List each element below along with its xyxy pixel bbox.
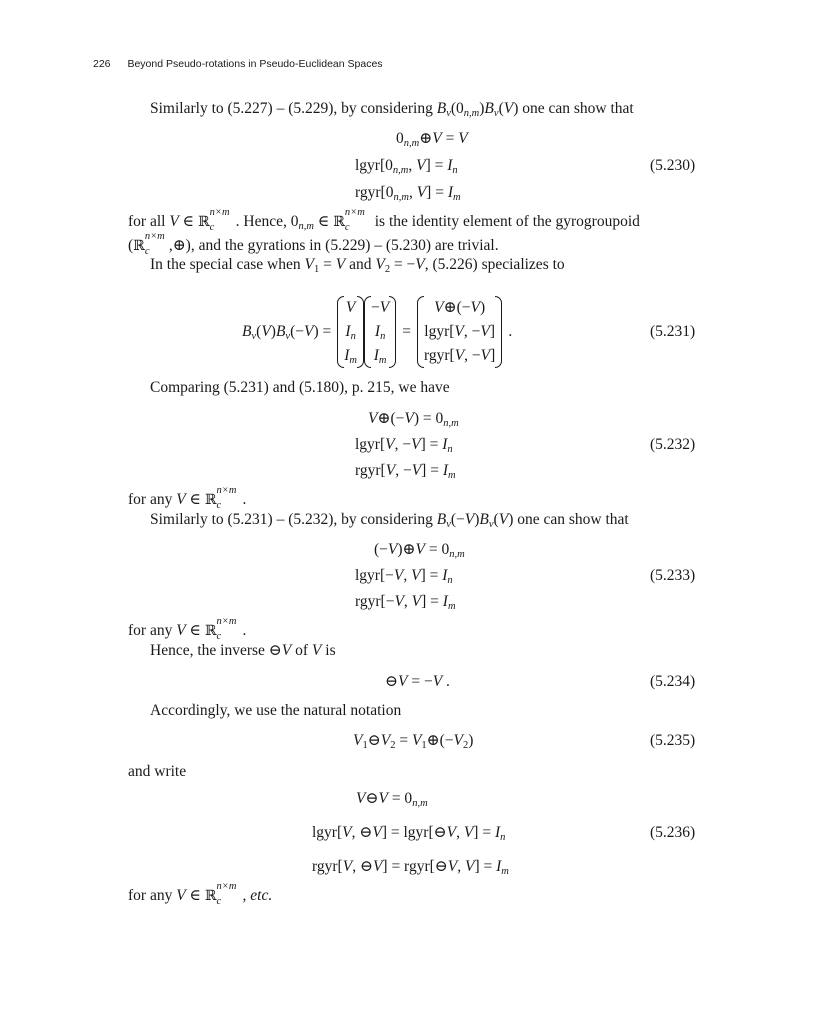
equation-line: lgyr[V, ⊖V] = lgyr[⊖V, $V] = I_n$ [312,824,506,843]
equation-line: (−V)⊕V = $0_{n,m}$ [374,541,465,560]
paragraph: for all V ∈ ℝ n×m c . Hence, $0_{n,m}$ ∈ ℝ n×m c is the identity element of the gyrogroupoid [128,207,640,233]
paragraph: Hence, the inverse ⊖V of V is [150,642,336,659]
equation-line: V⊕(−V) = $0_{n,m}$ [368,410,459,429]
equation-line: rgyr[−V, $V] = I_m$ [355,593,456,612]
equation-number: (5.231) [650,323,696,340]
equation-line: V⊖V = $0_{n,m}$ [356,790,428,809]
equation-line: lgyr[−V, $V] = I_n$ [355,567,453,586]
paragraph: Accordingly, we use the natural notation [150,702,402,719]
page-number: 226 [93,58,111,70]
matrix-column: −V $I_n$ $I_m$ [364,296,396,368]
equation-line: rgyr[V, $-V] = I_m$ [355,462,456,481]
equation-line: $V_1⊖V_2$ = $V_1\oplus(-V_2)$ [353,732,474,751]
paragraph: for any V ∈ ℝ n×m c . [128,485,247,511]
running-title: Beyond Pseudo-rotations in Pseudo-Euclidean Spaces [127,58,383,70]
paragraph: In the special case when $V_1 = V$ and $V_2 = -V$, (5.226) specializes to [150,256,565,275]
equation-line: $lgyr[0_{n,m}$, $V] = I_n$ [355,157,458,176]
paragraph: and write [128,763,187,780]
equation-number: (5.234) [650,673,696,690]
equation-number: (5.230) [650,157,696,174]
equation-number: (5.233) [650,567,696,584]
paragraph: Comparing (5.231) and (5.180), p. 215, we have [150,379,450,396]
paragraph-intro: Similarly to (5.227) – (5.229), by considering $B_v(0_{n,m})B_v(V)$ one can show that [150,100,634,119]
paragraph: Similarly to (5.231) – (5.232), by considering $B_v(-V)B_v(V)$ one can show that [150,511,629,530]
equation-number: (5.232) [650,436,696,453]
equation-number: (5.236) [650,824,696,841]
paragraph: for any V ∈ ℝ n×m c , etc. [128,881,273,907]
equation-line: $rgyr[0_{n,m}$, $V] = I_m$ [355,184,461,203]
equation-line: ⊖V = −V . [385,673,450,690]
running-header [93,58,383,70]
paragraph: (ℝ n×m c ,⊕), and the gyrations in (5.229) – (5.230) are trivial. [128,231,499,257]
matrix-column: V⊕(−V) lgyr[V, −V] rgyr[V, −V] [417,296,502,368]
equation-number: (5.235) [650,732,696,749]
paragraph: for any V ∈ ℝ n×m c . [128,616,247,642]
equation-line: rgyr[V, ⊖V] = rgyr[⊖V, $V] = I_m$ [312,858,509,877]
matrix-equation: $B_v(V)B_v(-V)$ = V $I_n$ $I_m$ −V $I_n$ $I_m$ = V⊕(−V) lgyr[V, −V] rgyr[V, −V] . [242,296,518,368]
equation-line: $0_{n,m}\oplus V = V$ [396,130,468,149]
matrix-column: V $I_n$ $I_m$ [337,296,364,368]
equation-line: lgyr[V, $-V] = I_n$ [355,436,453,455]
